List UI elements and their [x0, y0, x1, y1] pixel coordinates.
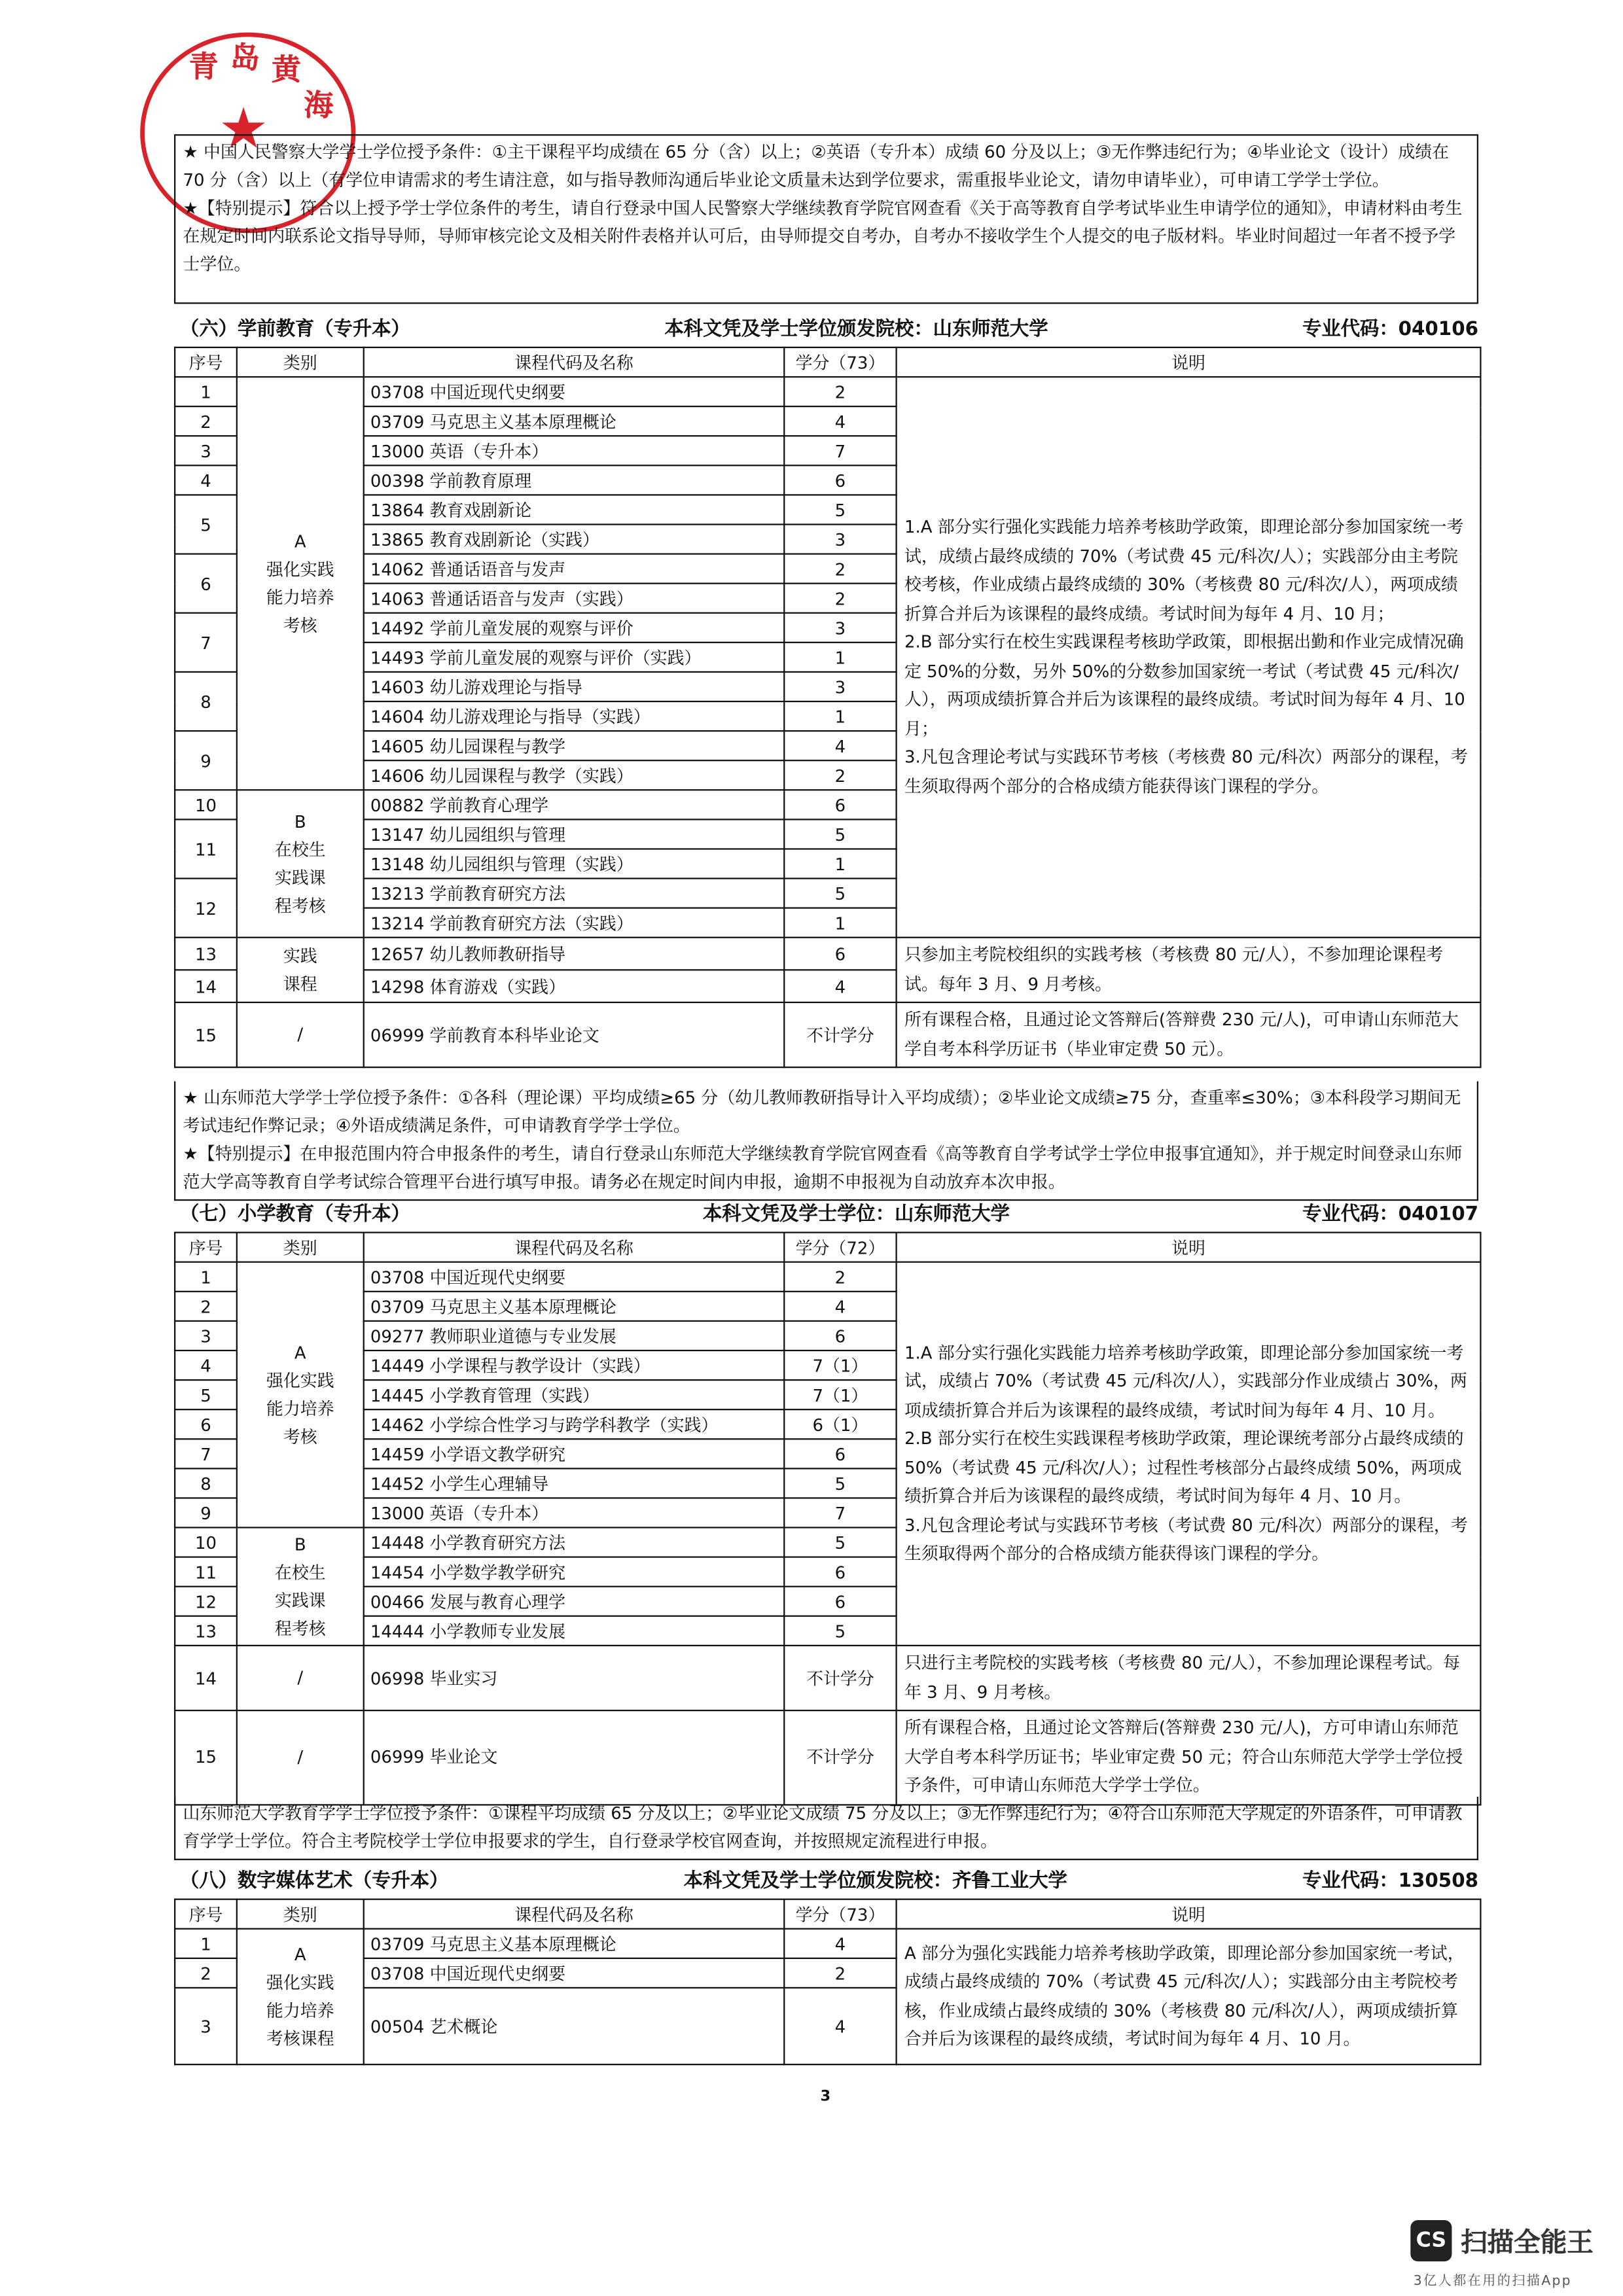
course-category: A 强化实践 能力培养 考核课程 — [237, 1929, 364, 2064]
course-name: 13000 英语（专升本） — [364, 1498, 785, 1527]
row-number: 1 — [175, 377, 237, 406]
row-number: 14 — [175, 1646, 237, 1710]
course-name: 14452 小学生心理辅导 — [364, 1468, 785, 1498]
row-number: 13 — [175, 1616, 237, 1646]
row-number: 15 — [175, 1002, 237, 1067]
course-credit: 6 — [784, 1587, 896, 1616]
course-name: 13147 幼儿园组织与管理 — [364, 819, 785, 849]
column-header: 课程代码及名称 — [364, 347, 785, 377]
course-category: / — [237, 1646, 364, 1710]
row-number: 3 — [175, 1321, 237, 1351]
course-name: 14603 幼儿游戏理论与指导 — [364, 672, 785, 701]
table-header-row — [175, 347, 1480, 377]
special-notice-text: ★【特别提示】符合以上授予学士学位条件的考生，请自行登录中国人民警察大学继续教育学院官网查看《关于高等教育自学考试毕业生申请学位的通知》，申请材料由考生在规定时间内联系论文指导导师，导师审核完论文及相关附件表格并认可后，由导师提交自考办，自考办不接收学生个人提交的电子版材料。毕业时间超过一年者不授予学士学位。 — [183, 198, 1463, 275]
course-credit: 2 — [784, 584, 896, 613]
course-credit: 6 — [784, 1439, 896, 1468]
section-header — [180, 313, 1478, 341]
camscanner-logo: CS — [1410, 2220, 1452, 2261]
course-category: B 在校生 实践课 程考核 — [237, 1528, 364, 1646]
course-credit: 6 — [784, 465, 896, 495]
course-credit: 4 — [784, 970, 896, 1002]
row-number: 3 — [175, 436, 237, 465]
course-note: 所有课程合格，且通过论文答辩后(答辩费 230 元/人)，可申请山东师范大学自考本科学历证书（毕业审定费 50 元）。 — [897, 1002, 1481, 1067]
row-number: 12 — [175, 879, 237, 938]
course-name: 14454 小学数学教学研究 — [364, 1557, 785, 1587]
course-name: 14298 体育游戏（实践） — [364, 970, 785, 1002]
course-credit: 4 — [784, 406, 896, 436]
row-number: 3 — [175, 1988, 237, 2064]
course-name: 09277 教师职业道德与专业发展 — [364, 1321, 785, 1351]
row-number: 4 — [175, 465, 237, 495]
course-category: 实践 课程 — [237, 938, 364, 1002]
course-name: 14459 小学语文教学研究 — [364, 1439, 785, 1468]
row-number: 12 — [175, 1587, 237, 1616]
course-credit: 6 — [784, 790, 896, 819]
course-credit: 1 — [784, 908, 896, 938]
course-credit: 不计学分 — [784, 1646, 896, 1710]
section-footnote: 山东师范大学教育学学士学位授予条件：①课程平均成绩 65 分及以上；②毕业论文成绩 75 分及以上；③无作弊违纪行为；④符合山东师范大学规定的外语条件，可申请教育学学士学位。符合主考院校学士学位申报要求的学生，自行登录学校官网查询，并按照规定流程进行申报。 — [174, 1797, 1478, 1860]
course-credit: 4 — [784, 1988, 896, 2064]
row-number: 2 — [175, 406, 237, 436]
course-credit: 6（1） — [784, 1409, 896, 1439]
row-number: 10 — [175, 1528, 237, 1557]
column-header: 说明 — [897, 347, 1481, 377]
course-name: 13213 学前教育研究方法 — [364, 879, 785, 908]
course-credit: 6 — [784, 1321, 896, 1351]
section-title: （八）数字媒体艺术（专升本） — [180, 1870, 449, 1893]
course-credit: 5 — [784, 879, 896, 908]
section-code: 专业代码：130508 — [1302, 1870, 1479, 1893]
course-name: 03709 马克思主义基本原理概论 — [364, 1929, 785, 1958]
course-credit: 1 — [784, 701, 896, 731]
course-note: 只进行主考院校的实践考核（考核费 80 元/人），不参加理论课程考试。每年 3 月、9 月考核。 — [897, 1646, 1481, 1710]
course-name: 14449 小学课程与教学设计（实践） — [364, 1351, 785, 1380]
course-table — [174, 347, 1481, 1068]
course-name: 13148 幼儿园组织与管理（实践） — [364, 849, 785, 878]
course-credit: 2 — [784, 554, 896, 584]
column-header: 课程代码及名称 — [364, 1233, 785, 1262]
course-credit: 7 — [784, 1498, 896, 1527]
column-header: 类别 — [237, 347, 364, 377]
row-number: 13 — [175, 938, 237, 970]
table-row — [175, 1002, 1480, 1067]
row-number: 5 — [175, 495, 237, 554]
row-number: 10 — [175, 790, 237, 819]
table-row — [175, 1262, 1480, 1292]
course-name: 03709 马克思主义基本原理概论 — [364, 406, 785, 436]
course-note: A 部分为强化实践能力培养考核助学政策，即理论部分参加国家统一考试，成绩占最终成绩的 70%（考试费 45 元/科次/人）；实践部分由主考院校考核，作业成绩占最终成绩的 30%（考核费 80 元/科次/人），两项成绩折算合并后为该课程的最终成绩，考试时间为每年 4 月、10 月。 — [897, 1929, 1481, 2064]
row-number: 8 — [175, 1468, 237, 1498]
course-name: 06999 毕业论文 — [364, 1710, 785, 1804]
course-credit: 7（1） — [784, 1351, 896, 1380]
course-name: 00466 发展与教育心理学 — [364, 1587, 785, 1616]
course-credit: 不计学分 — [784, 1002, 896, 1067]
column-header: 学分（72） — [784, 1233, 896, 1262]
course-credit: 5 — [784, 1468, 896, 1498]
degree-conditions-box — [174, 134, 1478, 304]
course-credit: 3 — [784, 672, 896, 701]
section-title: （七）小学教育（专升本） — [180, 1203, 410, 1226]
course-credit: 1 — [784, 849, 896, 878]
course-name: 14462 小学综合性学习与跨学科教学（实践） — [364, 1409, 785, 1439]
course-note: 只参加主考院校组织的实践考核（考核费 80 元/人），不参加理论课程考试。每年 3 月、9 月考核。 — [897, 938, 1481, 1002]
table-row — [175, 938, 1480, 970]
table-row — [175, 1646, 1480, 1710]
course-name: 14062 普通话语音与发声 — [364, 554, 785, 584]
section-footnote: ★ 山东师范大学学士学位授予条件：①各科（理论课）平均成绩≥65 分（幼儿教师教研指导计入平均成绩）；②毕业论文成绩≥75 分，查重率≤30%；③本科段学习期间无考试违纪作弊记录；④外语成绩满足条件，可申请教育学学士学位。 ★【特别提示】在申报范围内符合申报条件的考生，请自行登录山东师范大学继续教育学院官网查看《高等教育自学考试学士学位申报事宜通知》，并于规定时间登录山东师范大学高等教育自学考试综合管理平台进行填写申报。请务必在规定时间内申报，逾期不申报视为自动放弃本次申报。 — [174, 1082, 1478, 1201]
degree-conditions-text: ★ 中国人民警察大学学士学位授予条件：①主干课程平均成绩在 65 分（含）以上；②英语（专升本）成绩 60 分及以上；③无作弊违纪行为；④毕业论文（设计）成绩在 70 分（含）以上（有学位申请需求的考生请注意，如与指导教师沟通后毕业论文质量未达到学位要求，需重报毕业论文，请勿申请毕业），可申请工学学士学位。 — [183, 141, 1450, 190]
course-credit: 7 — [784, 436, 896, 465]
official-seal: 青 岛 黄 海 ★ — [140, 33, 355, 234]
column-header: 序号 — [175, 1233, 237, 1262]
course-credit: 2 — [784, 1958, 896, 1988]
scanner-watermark — [1410, 2220, 1594, 2289]
course-credit: 6 — [784, 938, 896, 970]
table-row — [175, 1929, 1480, 1958]
row-number: 9 — [175, 731, 237, 790]
row-number: 7 — [175, 1439, 237, 1468]
course-credit: 3 — [784, 613, 896, 643]
watermark-name: 扫描全能王 — [1460, 2227, 1594, 2259]
course-name: 13864 教育戏剧新论 — [364, 495, 785, 524]
row-number: 6 — [175, 554, 237, 613]
course-credit: 4 — [784, 1292, 896, 1321]
row-number: 2 — [175, 1958, 237, 1988]
row-number: 8 — [175, 672, 237, 731]
course-name: 14493 学前儿童发展的观察与评价（实践） — [364, 643, 785, 672]
course-name: 13214 学前教育研究方法（实践） — [364, 908, 785, 938]
row-number: 1 — [175, 1929, 237, 1958]
course-category: B 在校生 实践课 程考核 — [237, 790, 364, 937]
course-name: 14445 小学教育管理（实践） — [364, 1380, 785, 1409]
column-header: 序号 — [175, 347, 237, 377]
course-credit: 4 — [784, 731, 896, 760]
table-header-row — [175, 1899, 1480, 1929]
course-name: 14605 幼儿园课程与教学 — [364, 731, 785, 760]
column-header: 学分（73） — [784, 347, 896, 377]
row-number: 11 — [175, 819, 237, 878]
row-number: 14 — [175, 970, 237, 1002]
course-name: 13865 教育戏剧新论（实践） — [364, 524, 785, 554]
section-school: 本科文凭及学士学位颁发院校：齐鲁工业大学 — [683, 1870, 1067, 1893]
course-name: 03708 中国近现代史纲要 — [364, 1958, 785, 1988]
course-name: 14604 幼儿游戏理论与指导（实践） — [364, 701, 785, 731]
course-name: 03708 中国近现代史纲要 — [364, 1262, 785, 1292]
course-category: A 强化实践 能力培养 考核 — [237, 1262, 364, 1528]
course-credit: 1 — [784, 643, 896, 672]
course-credit: 2 — [784, 760, 896, 790]
row-number: 4 — [175, 1351, 237, 1380]
course-credit: 5 — [784, 495, 896, 524]
row-number: 5 — [175, 1380, 237, 1409]
row-number: 1 — [175, 1262, 237, 1292]
course-name: 14063 普通话语音与发声（实践） — [364, 584, 785, 613]
row-number: 2 — [175, 1292, 237, 1321]
section-school: 本科文凭及学士学位颁发院校：山东师范大学 — [664, 318, 1048, 341]
course-credit: 5 — [784, 1528, 896, 1557]
course-name: 00882 学前教育心理学 — [364, 790, 785, 819]
course-credit: 5 — [784, 819, 896, 849]
course-credit: 不计学分 — [784, 1710, 896, 1804]
column-header: 类别 — [237, 1233, 364, 1262]
row-number: 15 — [175, 1710, 237, 1804]
course-name: 14492 学前儿童发展的观察与评价 — [364, 613, 785, 643]
course-note: 所有课程合格，且通过论文答辩后(答辩费 230 元/人)，方可申请山东师范大学自考本科学历证书；毕业审定费 50 元；符合山东师范大学学士学位授予条件，可申请山东师范大学学士学位。 — [897, 1710, 1481, 1804]
star-icon: ★ — [218, 96, 269, 161]
table-header-row — [175, 1233, 1480, 1262]
column-header: 学分（73） — [784, 1899, 896, 1929]
course-note: 1.A 部分实行强化实践能力培养考核助学政策，即理论部分参加国家统一考试，成绩占最终成绩的 70%（考试费 45 元/科次/人）；实践部分由主考院校考核，作业成绩占最终成绩的 30%（考核费 80 元/科次/人），两项成绩折算合并后为该课程的最终成绩。考试时间为每年 4 月、10 月； 2.B 部分实行在校生实践课程考核助学政策，即根据出勤和作业完成情况确定 50%的分数，另外 50%的分数参加国家统一考试（考试费 45 元/科次/人），两项成绩折算合并后为该课程的最终成绩。考试时间为每年 4 月、10 月； 3.凡包含理论考试与实践环节考核（考核费 80 元/科次）两部分的课程，考生须取得两个部分的合格成绩方能获得该门课程的学分。 — [897, 377, 1481, 938]
course-name: 00398 学前教育原理 — [364, 465, 785, 495]
course-name: 12657 幼儿教师教研指导 — [364, 938, 785, 970]
watermark-tagline: 3亿人都在用的扫描App — [1413, 2274, 1572, 2289]
course-credit: 7（1） — [784, 1380, 896, 1409]
section-title: （六）学前教育（专升本） — [180, 318, 410, 341]
column-header: 说明 — [897, 1899, 1481, 1929]
section-school: 本科文凭及学士学位：山东师范大学 — [702, 1203, 1010, 1226]
course-name: 03708 中国近现代史纲要 — [364, 377, 785, 406]
course-credit: 5 — [784, 1616, 896, 1646]
column-header: 序号 — [175, 1899, 237, 1929]
column-header: 课程代码及名称 — [364, 1899, 785, 1929]
course-note: 1.A 部分实行强化实践能力培养考核助学政策，即理论部分参加国家统一考试，成绩占 70%（考试费 45 元/科次/人），实践部分作业成绩占 30%，两项成绩折算合并后为该课程的最终成绩，考试时间为每年 4 月、10 月。 2.B 部分实行在校生实践课程考核助学政策，理论课统考部分占最终成绩的 50%（考试费 45 元/科次/人）；过程性考核部分占最终成绩 50%，两项成绩折算合并后为该课程的最终成绩，考试时间为每年 4 月、10 月。 3.凡包含理论考试与实践环节考核（考试费 80 元/科次）两部分的课程，考生须取得两个部分的合格成绩方能获得该门课程的学分。 — [897, 1262, 1481, 1646]
course-credit: 6 — [784, 1557, 896, 1587]
section-header — [180, 1865, 1478, 1893]
course-name: 14444 小学教师专业发展 — [364, 1616, 785, 1646]
course-category: / — [237, 1710, 364, 1804]
course-name: 14448 小学教育研究方法 — [364, 1528, 785, 1557]
section-code: 专业代码：040107 — [1302, 1203, 1479, 1226]
course-name: 00504 艺术概论 — [364, 1988, 785, 2064]
course-category: A 强化实践 能力培养 考核 — [237, 377, 364, 790]
table-row — [175, 1710, 1480, 1804]
course-table — [174, 1899, 1481, 2066]
course-credit: 4 — [784, 1929, 896, 1958]
course-category: / — [237, 1002, 364, 1067]
course-credit: 2 — [784, 377, 896, 406]
section-code: 专业代码：040106 — [1302, 318, 1479, 341]
row-number: 11 — [175, 1557, 237, 1587]
course-name: 06998 毕业实习 — [364, 1646, 785, 1710]
section-header — [180, 1198, 1478, 1226]
row-number: 9 — [175, 1498, 237, 1527]
page-number: 3 — [820, 2089, 831, 2106]
course-name: 14606 幼儿园课程与教学（实践） — [364, 760, 785, 790]
course-name: 06999 学前教育本科毕业论文 — [364, 1002, 785, 1067]
course-credit: 2 — [784, 1262, 896, 1292]
column-header: 说明 — [897, 1233, 1481, 1262]
table-row — [175, 377, 1480, 406]
course-name: 03709 马克思主义基本原理概论 — [364, 1292, 785, 1321]
row-number: 7 — [175, 613, 237, 672]
course-credit: 3 — [784, 524, 896, 554]
column-header: 类别 — [237, 1899, 364, 1929]
course-name: 13000 英语（专升本） — [364, 436, 785, 465]
row-number: 6 — [175, 1409, 237, 1439]
course-table — [174, 1232, 1481, 1805]
